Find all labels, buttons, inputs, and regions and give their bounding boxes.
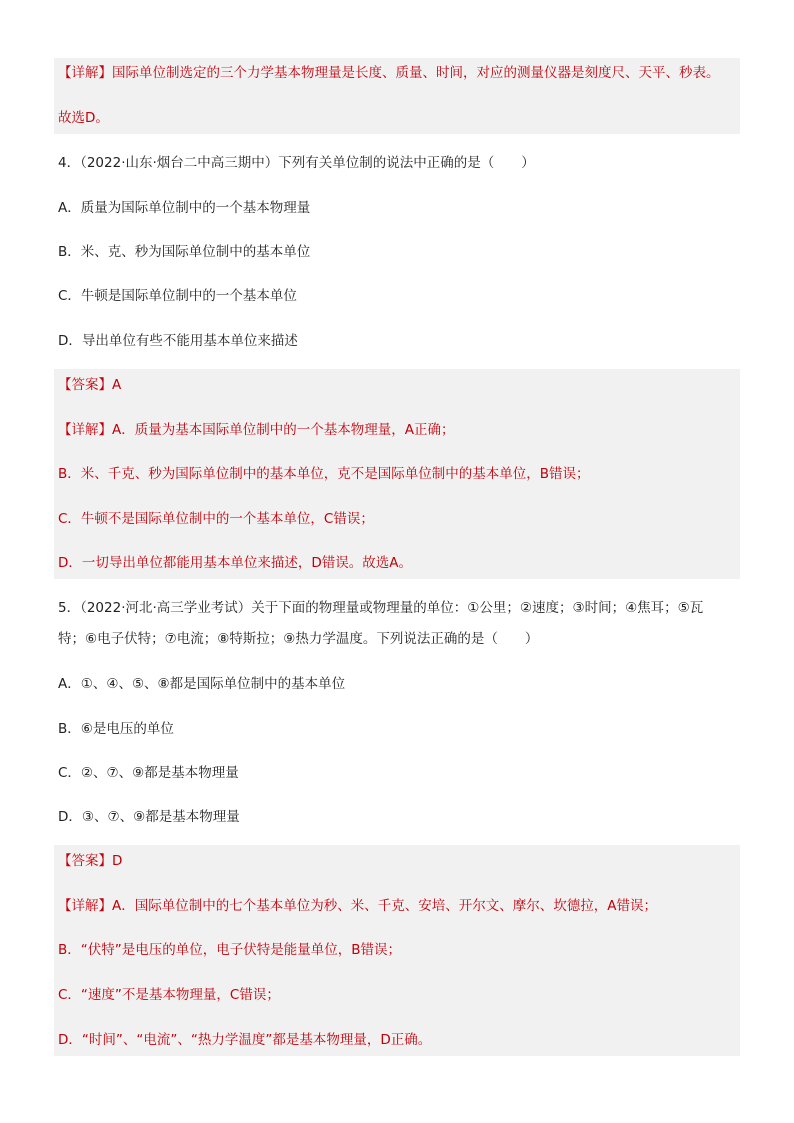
q4-option-d: D．导出单位有些不能用基本单位来描述 <box>58 333 298 349</box>
q3-analysis-line-2: 故选D。 <box>58 110 109 126</box>
q5-option-d: D．③、⑦、⑨都是基本物理量 <box>58 809 240 825</box>
q5-analysis-line-1 <box>58 895 740 917</box>
analysis-text: A．质量为基本国际单位制中的一个基本物理量，A正确； <box>112 422 455 438</box>
q5-option-a: A．①、④、⑤、⑧都是国际单位制中的基本单位 <box>58 676 346 692</box>
q5-option-b: B．⑥是电压的单位 <box>58 721 174 737</box>
q4-analysis-line-1 <box>58 419 740 441</box>
q5-answer <box>58 850 740 872</box>
q4-option-c: C．牛顿是国际单位制中的一个基本单位 <box>58 288 297 304</box>
q4-analysis-line-2: B．米、千克、秒为国际单位制中的基本单位，克不是国际单位制中的基本单位，B错误； <box>58 466 590 482</box>
q5-analysis-line-2: B．“伏特”是电压的单位，电子伏特是能量单位，B错误； <box>58 942 402 958</box>
answer-value: D <box>112 853 123 869</box>
analysis-tag: 【详解】 <box>58 65 112 81</box>
q4-analysis-line-4: D．一切导出单位都能用基本单位来描述，D错误。故选A。 <box>58 555 413 571</box>
analysis-text: 国际单位制选定的三个力学基本物理量是长度、质量、时间，对应的测量仪器是刻度尺、天平、秒表。 <box>112 65 720 81</box>
q4-analysis-line-3: C．牛顿不是国际单位制中的一个基本单位，C错误； <box>58 511 374 527</box>
answer-tag: 【答案】 <box>58 853 112 869</box>
q5-stem-line-2: 特；⑥电子伏特；⑦电流；⑧特斯拉；⑨热力学温度。下列说法正确的是（ ） <box>58 631 539 647</box>
q4-option-a: A．质量为国际单位制中的一个基本物理量 <box>58 200 311 216</box>
analysis-tag: 【详解】 <box>58 898 112 914</box>
q4-option-b: B．米、克、秒为国际单位制中的基本单位 <box>58 244 311 260</box>
q4-answer <box>58 374 740 396</box>
answer-value: A <box>112 377 122 393</box>
answer-tag: 【答案】 <box>58 377 112 393</box>
q5-analysis-line-3: C．“速度”不是基本物理量，C错误； <box>58 987 280 1003</box>
q3-analysis-line-1 <box>58 62 740 84</box>
q4-stem: 4．（2022·山东·烟台二中高三期中）下列有关单位制的说法中正确的是（ ） <box>58 155 535 171</box>
analysis-tag: 【详解】 <box>58 422 112 438</box>
q5-option-c: C．②、⑦、⑨都是基本物理量 <box>58 765 239 781</box>
analysis-text: A．国际单位制中的七个基本单位为秒、米、千克、安培、开尔文、摩尔、坎德拉，A错误； <box>112 898 657 914</box>
q5-stem-line-1: 5．（2022·河北·高三学业考试）关于下面的物理量或物理量的单位：①公里；②速度；③时间；④焦耳；⑤瓦 <box>58 600 704 616</box>
q5-analysis-line-4: D．“时间”、“电流”、“热力学温度”都是基本物理量，D正确。 <box>58 1032 432 1048</box>
